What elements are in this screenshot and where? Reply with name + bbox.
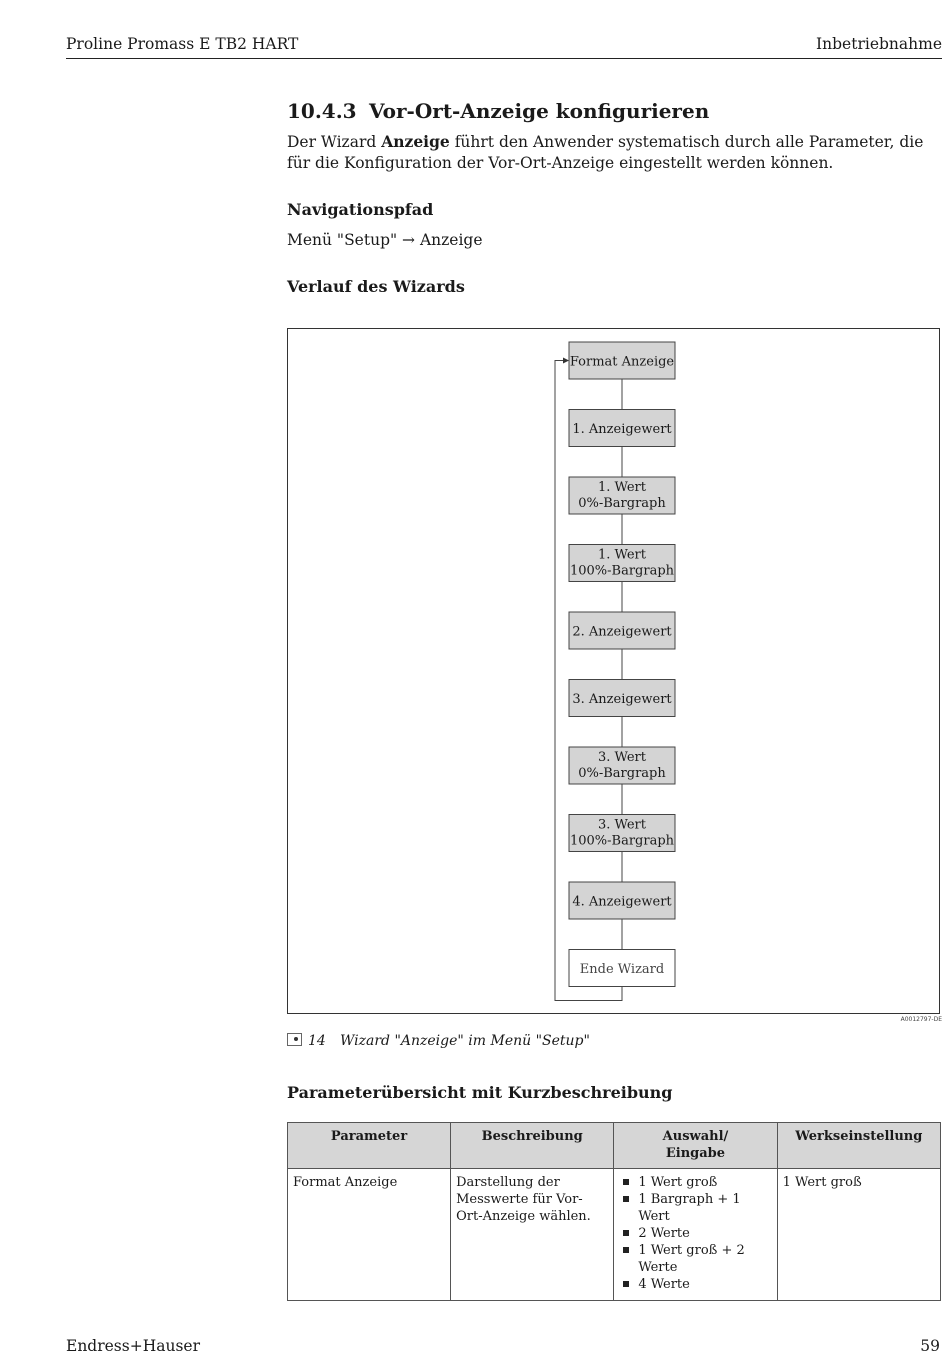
wizard-step-label: Ende Wizard	[579, 962, 665, 977]
wizard-heading: Verlauf des Wizards	[287, 277, 465, 296]
wizard-step-label: 1. Wert	[598, 480, 646, 495]
col-header-parameter: Parameter	[288, 1123, 451, 1169]
table-row	[288, 1169, 941, 1301]
section-title-text: Vor-Ort-Anzeige konfigurieren	[369, 99, 710, 123]
wizard-step-label: 0%-Bargraph	[578, 496, 666, 511]
wizard-step-label: 3. Wert	[598, 817, 646, 833]
wizard-step-label: 3. Wert	[598, 750, 646, 765]
figure-icon	[287, 1033, 302, 1046]
cell-parameter: Format Anzeige	[288, 1169, 451, 1301]
loop-arrowhead	[563, 358, 569, 364]
wizard-step-label: 2. Anzeigewert	[572, 624, 672, 640]
wizard-flow-diagram	[287, 328, 940, 1014]
intro-wizard-name: Anzeige	[381, 132, 450, 151]
caption-text: Wizard "Anzeige" im Menü "Setup"	[340, 1033, 590, 1049]
wizard-step-label: 100%-Bargraph	[569, 833, 675, 849]
figure-id: A0012797-DE	[900, 1016, 942, 1023]
list-item: 1 Bargraph + 1 Wert	[619, 1191, 771, 1225]
cell-description: Darstellung der Messwerte für Vor-Ort-Anzeige wählen.	[451, 1169, 614, 1301]
wizard-flow-svg	[288, 329, 941, 1015]
list-item: 1 Wert groß	[619, 1174, 771, 1191]
cell-options	[614, 1169, 777, 1301]
wizard-step-label: 0%-Bargraph	[578, 766, 666, 781]
section-title	[287, 98, 709, 124]
col-header-description: Beschreibung	[451, 1123, 614, 1169]
wizard-step-label: Format Anzeige	[569, 354, 675, 370]
figure-caption	[287, 1031, 590, 1051]
col-header-selection: Auswahl/ Eingabe	[614, 1123, 777, 1169]
intro-prefix: Der Wizard	[287, 133, 382, 151]
header-product: Proline Promass E TB2 HART	[66, 35, 299, 53]
parameter-table	[287, 1122, 941, 1301]
wizard-step-label: 1. Wert	[598, 547, 646, 563]
table-header-row	[288, 1123, 941, 1169]
wizard-step-label: 3. Anzeigewert	[572, 692, 672, 707]
cell-default: 1 Wert groß	[777, 1169, 940, 1301]
wizard-step-label: 4. Anzeigewert	[572, 894, 672, 910]
intro-suffix: führt den Anwender systematisch durch alle Parameter, die für die Konfiguration der Vor-Ort-Anzeige eingestellt werden können.	[287, 133, 924, 172]
header-chapter: Inbetriebnahme	[816, 35, 942, 53]
header-rule	[66, 58, 942, 59]
parameters-heading: Parameterübersicht mit Kurzbeschreibung	[287, 1083, 673, 1102]
navigation-heading: Navigationspfad	[287, 200, 434, 219]
page-number: 59	[920, 1337, 940, 1355]
col-header-default: Werkseinstellung	[777, 1123, 940, 1169]
options-list	[619, 1174, 771, 1293]
caption-number: 14	[308, 1033, 326, 1049]
list-item: 4 Werte	[619, 1276, 771, 1293]
intro-paragraph	[287, 131, 942, 174]
list-item: 1 Wert groß + 2 Werte	[619, 1242, 771, 1276]
wizard-step-label: 100%-Bargraph	[569, 563, 675, 579]
wizard-step-label: 1. Anzeigewert	[572, 422, 672, 437]
section-number: 10.4.3	[287, 99, 357, 123]
footer-brand: Endress+Hauser	[66, 1337, 200, 1355]
list-item: 2 Werte	[619, 1225, 771, 1242]
navigation-path: Menü "Setup" → Anzeige	[287, 231, 483, 249]
